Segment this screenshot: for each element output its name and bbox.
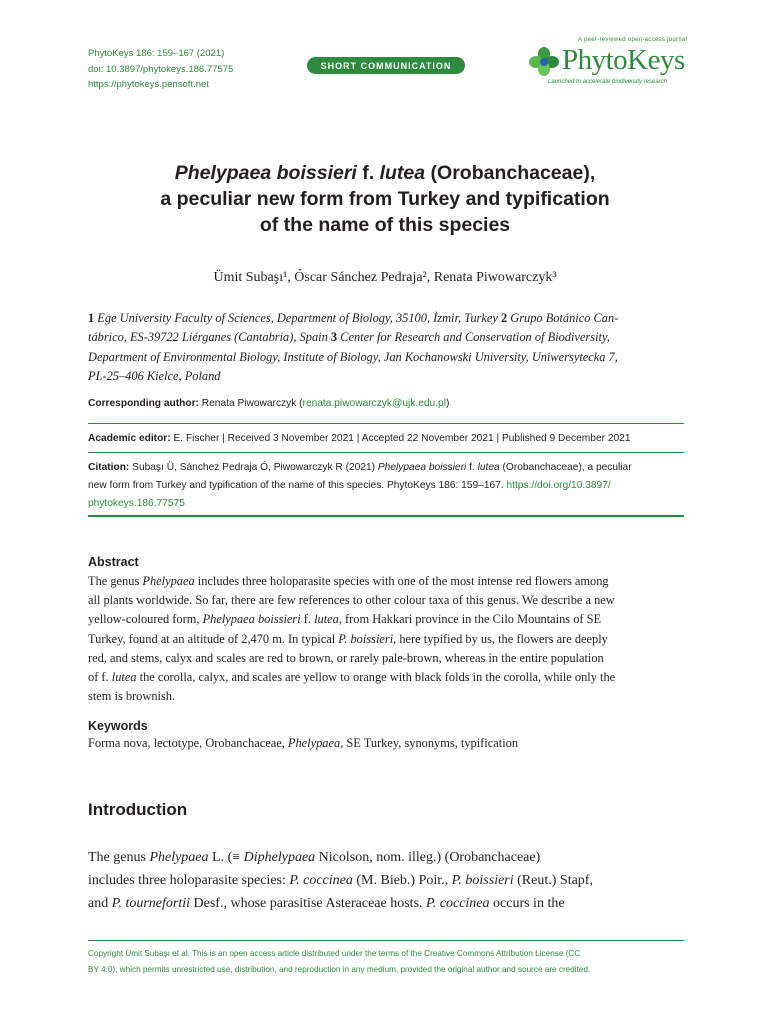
logo-text: PhytoKeys (562, 44, 685, 76)
author-email-link[interactable]: renata.piwowarczyk@ujk.edu.pl (302, 398, 446, 409)
intro-line: The genus Phelypaea L. (≡ Diphelypaea Nicolson, nom. illeg.) (Orobanchaceae) (88, 850, 541, 865)
abstract-line: yellow-coloured form, Phelypaea boissieri f. lutea, from Hakkari province in the Cilo Mountains of SE (88, 612, 602, 627)
affiliation-line: 1 Ege University Faculty of Sciences, Department of Biology, 35100, İzmir, Turkey 2 Grupo Botánico Can- (88, 311, 619, 325)
divider (88, 515, 684, 517)
intro-line: and P. tournefortii Desf., whose parasitise Asteraceae hosts. P. coccinea occurs in the (88, 896, 565, 911)
title-line-2: a peculiar new form from Turkey and typification (160, 188, 610, 210)
abstract-line: Turkey, found at an altitude of 2,470 m. In typical P. boissieri, here typified by us, the flowers are deeply (88, 631, 608, 646)
keywords-heading: Keywords (88, 719, 148, 733)
abstract-line: The genus Phelypaea includes three holoparasite species with one of the most intense red flowers among (88, 574, 609, 588)
doi-link-continued[interactable]: phytokeys.186.77575 (88, 498, 185, 509)
title-line-1: Phelypaea boissieri f. lutea (Orobanchaceae), (174, 162, 596, 184)
footer-line: BY 4.0), which permits unrestricted use, distribution, and reproduction in any medium, provided the original author and source are credited. (88, 965, 591, 974)
abstract-line: red, and stems, calyx and scales are red to brown, or rarely pale-brown, whereas in the entire population (88, 650, 604, 665)
corresponding-author: Corresponding author: Renata Piwowarczyk (renata.piwowarczyk@ujk.edu.pl) (88, 398, 450, 409)
journal-info (88, 46, 233, 93)
divider (88, 423, 684, 424)
affiliation-line: Department of Environmental Biology, Institute of Biology, Jan Kochanowski University, Uniwersytecka 7, (88, 349, 618, 364)
footer-line: Copyright Ümit Subaşı et al. This is an open access article distributed under the terms of the Creative Commons Attribution License (CC (88, 949, 581, 958)
affiliations (88, 309, 686, 386)
doi-link[interactable]: https://doi.org/10.3897/ (506, 480, 611, 491)
intro-line: includes three holoparasite species: P. coccinea (M. Bieb.) Poir., P. boissieri (Reut.) Stapf, (88, 873, 593, 888)
abstract-line: of f. lutea the corolla, calyx, and scales are yellow to orange with black folds in the corolla, while only the (88, 670, 616, 685)
citation-block (88, 459, 685, 513)
article-type-badge: SHORT COMMUNICATION (307, 57, 465, 74)
citation-line: new form from Turkey and typification of the name of this species. PhytoKeys 186: 159–167. https://doi.org/10.3897/ (88, 480, 611, 491)
introduction-body (88, 846, 686, 915)
keywords-list: Forma nova, lectotype, Orobanchaceae, Phelypaea, SE Turkey, synonyms, typification (88, 736, 519, 750)
title-line-3: of the name of this species (259, 214, 511, 236)
article-title (85, 160, 685, 238)
affiliation-line: PL-25–406 Kielce, Poland (88, 368, 221, 383)
journal-tagline: Launched to accelerate biodiversity research (548, 79, 668, 85)
author-list: Ümit Subaşı¹, Óscar Sánchez Pedraja², Renata Piwowarczyk³ (213, 270, 557, 285)
journal-logo[interactable] (528, 44, 688, 78)
abstract-body (88, 572, 686, 706)
introduction-heading: Introduction (88, 800, 188, 819)
editorial-dates: Academic editor: E. Fischer | Received 3 November 2021 | Accepted 22 November 2021 | Published 9 December 2021 (88, 433, 631, 444)
divider (88, 452, 684, 453)
footer-divider (88, 940, 684, 941)
journal-doi[interactable]: doi: 10.3897/phytokeys.186.77575 (88, 63, 234, 75)
citation-line: Citation: Subaşı Ü, Sánchez Pedraja Ó, Piwowarczyk R (2021) Phelypaea boissieri f. lutea (Orobanchaceae), a peculiar (88, 462, 632, 473)
leaf-logo-icon (528, 46, 560, 78)
journal-url[interactable]: https://phytokeys.pensoft.net (88, 79, 209, 90)
abstract-line: stem is brownish. (88, 689, 176, 704)
peer-reviewed-label: A peer-reviewed open-access journal (578, 37, 688, 43)
journal-citation: PhytoKeys 186: 159–167 (2021) (88, 48, 225, 59)
abstract-line: all plants worldwide. So far, there are few references to other colour taxa of this genus. We describe a new (88, 593, 615, 608)
copyright-footer (88, 946, 686, 978)
affiliation-line: tábrico, ES-39722 Liérganes (Cantabria), Spain 3 Center for Research and Conservation of Biodiversity, (88, 330, 610, 345)
abstract-heading: Abstract (88, 555, 139, 569)
